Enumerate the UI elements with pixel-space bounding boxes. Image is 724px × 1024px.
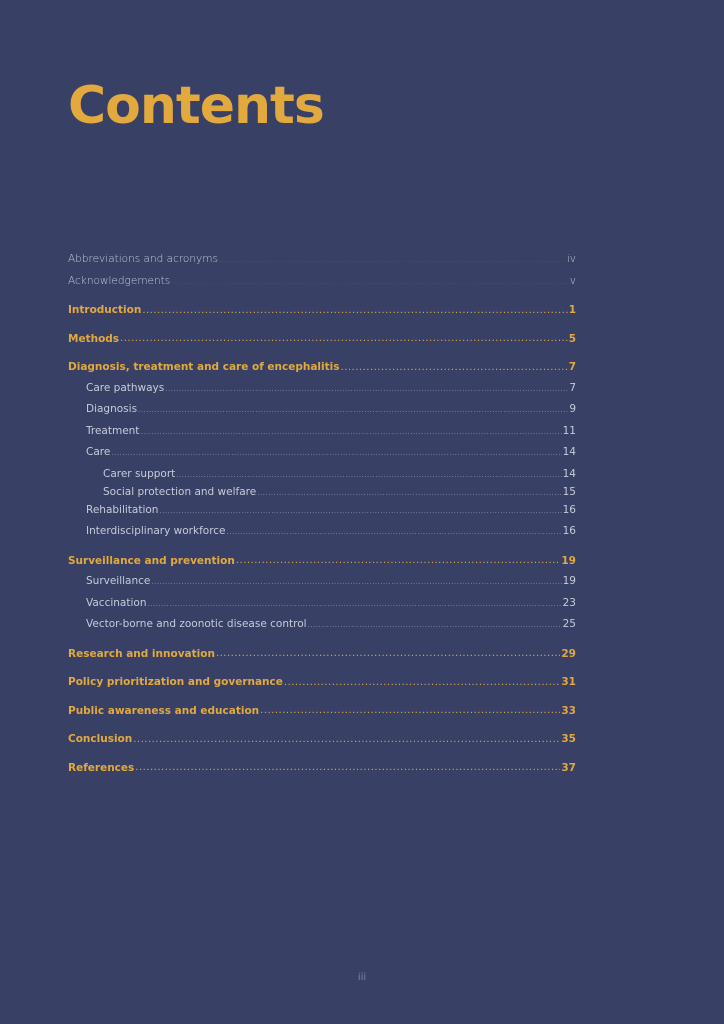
page-number: iii [357, 972, 367, 983]
toc-leader [135, 762, 560, 773]
toc-label: Methods [68, 332, 120, 345]
toc-leader [216, 648, 560, 659]
toc-leader [236, 555, 561, 566]
toc-entry[interactable] [68, 275, 576, 297]
toc-label: Social protection and welfare [103, 485, 257, 498]
toc-entry[interactable] [68, 640, 576, 669]
toc-entry[interactable] [68, 353, 576, 382]
toc-label: Introduction [68, 304, 142, 317]
toc-page-number: iv [566, 253, 576, 265]
toc-label: Interdisciplinary workforce [86, 525, 226, 537]
toc-leader [138, 406, 568, 414]
toc-entry[interactable] [68, 253, 576, 275]
toc-leader [227, 528, 562, 536]
toc-entry[interactable] [68, 446, 576, 468]
toc-entry[interactable] [68, 697, 576, 726]
toc-label: References [68, 761, 135, 774]
toc-entry[interactable] [68, 403, 576, 425]
toc-leader [257, 489, 561, 497]
toc-label: Vaccination [86, 596, 147, 609]
toc-leader [147, 600, 561, 608]
toc-label: Carer support [103, 467, 176, 480]
toc-label: Public awareness and education [68, 704, 260, 717]
toc-label: Surveillance [86, 575, 151, 587]
toc-page-number: v [569, 274, 576, 287]
toc-page-number: 16 [562, 503, 576, 516]
toc-label: Surveillance and prevention [68, 554, 235, 567]
toc-label: Policy prioritization and governance [68, 676, 283, 689]
toc-leader [133, 734, 560, 745]
toc-entry[interactable] [68, 425, 576, 447]
toc-page-number: 11 [562, 424, 576, 437]
toc-label: Conclusion [68, 733, 133, 746]
toc-page-number: 31 [561, 676, 576, 689]
toc-page-number: 37 [561, 761, 576, 774]
toc-page-number: 25 [562, 618, 576, 630]
toc-leader [308, 621, 562, 629]
toc-page-number: 9 [569, 403, 576, 415]
page-title: Contents [68, 76, 324, 136]
toc-label: Care [86, 446, 111, 458]
toc-entry[interactable] [68, 296, 576, 325]
toc-page-number: 23 [562, 596, 576, 609]
toc-label: Acknowledgements [68, 274, 171, 287]
toc-leader [341, 362, 568, 373]
toc-label: Abbreviations and acronyms [68, 253, 218, 265]
toc-leader [142, 305, 567, 316]
toc-label: Diagnosis [86, 403, 138, 415]
toc-leader [171, 278, 569, 286]
toc-page-number: 29 [561, 647, 576, 660]
toc-page-number: 5 [568, 332, 576, 345]
toc-label: Treatment [86, 424, 140, 437]
table-of-contents [68, 253, 576, 782]
toc-entry[interactable] [68, 547, 576, 576]
toc-page-number: 14 [562, 467, 576, 480]
toc-leader [111, 449, 561, 457]
toc-page-number: 14 [562, 446, 576, 458]
toc-entry[interactable] [68, 597, 576, 619]
toc-entry[interactable] [68, 504, 576, 526]
toc-page-number: 35 [561, 733, 576, 746]
toc-page-number: 15 [562, 485, 576, 498]
toc-entry[interactable] [68, 725, 576, 754]
toc-leader [151, 578, 561, 586]
toc-leader [176, 471, 561, 479]
toc-leader [260, 705, 560, 716]
toc-page-number: 16 [562, 525, 576, 537]
toc-leader [120, 333, 568, 344]
toc-page-number: 1 [568, 304, 576, 317]
toc-leader [140, 428, 561, 436]
toc-leader [284, 677, 560, 688]
toc-label: Care pathways [86, 381, 165, 394]
toc-page-number: 7 [568, 361, 576, 374]
toc-entry[interactable] [68, 575, 576, 597]
toc-label: Vector-borne and zoonotic disease control [86, 618, 307, 630]
toc-page-number: 19 [562, 575, 576, 587]
toc-label: Diagnosis, treatment and care of encephalitis [68, 361, 340, 374]
toc-entry[interactable] [68, 525, 576, 547]
toc-entry[interactable] [68, 754, 576, 783]
toc-entry[interactable] [68, 325, 576, 354]
toc-page-number: 19 [561, 554, 576, 567]
toc-entry[interactable] [68, 382, 576, 404]
toc-entry[interactable] [68, 618, 576, 640]
toc-entry[interactable] [68, 468, 576, 486]
toc-label: Research and innovation [68, 647, 215, 660]
toc-leader [165, 385, 568, 393]
toc-entry[interactable] [68, 486, 576, 504]
toc-leader [159, 507, 561, 515]
toc-entry[interactable] [68, 668, 576, 697]
toc-leader [219, 256, 566, 264]
toc-page-number: 7 [569, 381, 576, 394]
toc-page-number: 33 [561, 704, 576, 717]
toc-label: Rehabilitation [86, 503, 159, 516]
